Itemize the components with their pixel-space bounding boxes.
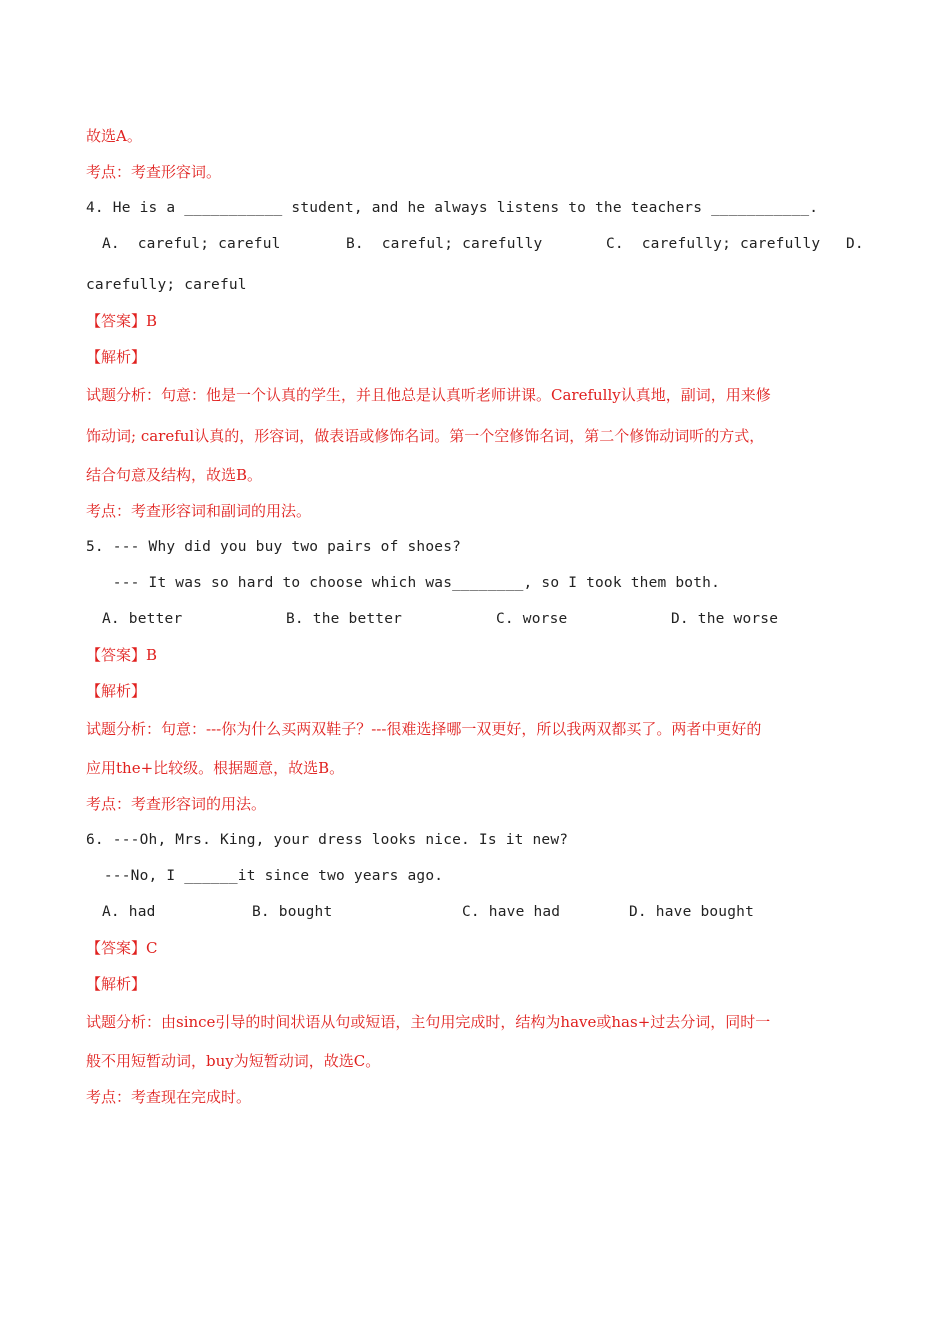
q4-analysis-line-1: 试题分析：句意：他是一个认真的学生，并且他总是认真听老师讲课。Carefully认真地，副词，用来修: [86, 386, 771, 404]
q6-answer: 【答案】C: [86, 939, 158, 957]
q6-stem-reply: ---No, I ______it since two years ago.: [86, 868, 444, 884]
q6-stem: 6. ---Oh, Mrs. King, your dress looks nice. Is it new?: [86, 832, 569, 848]
q4-option-c: C. carefully; carefully: [606, 236, 821, 252]
q4-answer: 【答案】B: [86, 312, 158, 330]
q5-options: [86, 601, 866, 637]
q4-option-d: D.: [846, 236, 864, 252]
q4-option-b: B. careful; carefully: [346, 236, 543, 252]
q6-option-d: D. have bought: [629, 904, 755, 920]
q5-option-c: C. worse: [496, 611, 568, 627]
q4-stem: 4. He is a ___________ student, and he always listens to the teachers ___________.: [86, 200, 819, 216]
q5-analysis-line-1: 试题分析：句意：---你为什么买两双鞋子？---很难选择哪一双更好，所以我两双都买了。两者中更好的: [86, 720, 762, 738]
q5-option-d: D. the worse: [671, 611, 779, 627]
q4-option-d-wrap: carefully; careful: [86, 277, 247, 293]
q5-answer: 【答案】B: [86, 646, 158, 664]
q4-analysis-line-3: 结合句意及结构，故选B。: [86, 466, 263, 484]
q6-options: [86, 894, 866, 930]
document-page: [86, 118, 866, 1115]
q4-option-a: A. careful; careful: [102, 236, 281, 252]
q4-point: 考点：考查形容词和副词的用法。: [86, 502, 312, 520]
q5-analysis-line-2: 应用the+比较级。根据题意，故选B。: [86, 759, 345, 777]
q6-option-c: C. have had: [462, 904, 561, 920]
q6-option-a: A. had: [102, 904, 156, 920]
q5-analysis-label: 【解析】: [86, 682, 147, 700]
q5-stem: 5. --- Why did you buy two pairs of shoes?: [86, 539, 462, 555]
q5-option-a: A. better: [102, 611, 183, 627]
q4-analysis-line-2: 饰动词; careful认真的，形容词，做表语或修饰名词。第一个空修饰名词，第二个修饰动词听的方式，: [86, 427, 765, 445]
q5-stem-reply: --- It was so hard to choose which was________, so I took them both.: [86, 575, 721, 591]
prev-point-text: 考点：考查形容词。: [86, 163, 222, 181]
q6-option-b: B. bought: [252, 904, 333, 920]
q5-point: 考点：考查形容词的用法。: [86, 795, 267, 813]
q6-analysis-line-2: 般不用短暂动词，buy为短暂动词，故选C。: [86, 1052, 381, 1070]
q5-option-b: B. the better: [286, 611, 403, 627]
q6-point: 考点：考查现在完成时。: [86, 1088, 252, 1106]
prev-choose-text: 故选A。: [86, 127, 142, 145]
q4-options: [86, 226, 866, 262]
q6-analysis-line-1: 试题分析：由since引导的时间状语从句或短语，主句用完成时，结构为have或has+过去分词，同时一: [86, 1013, 771, 1031]
q4-analysis-label: 【解析】: [86, 348, 147, 366]
q6-analysis-label: 【解析】: [86, 975, 147, 993]
